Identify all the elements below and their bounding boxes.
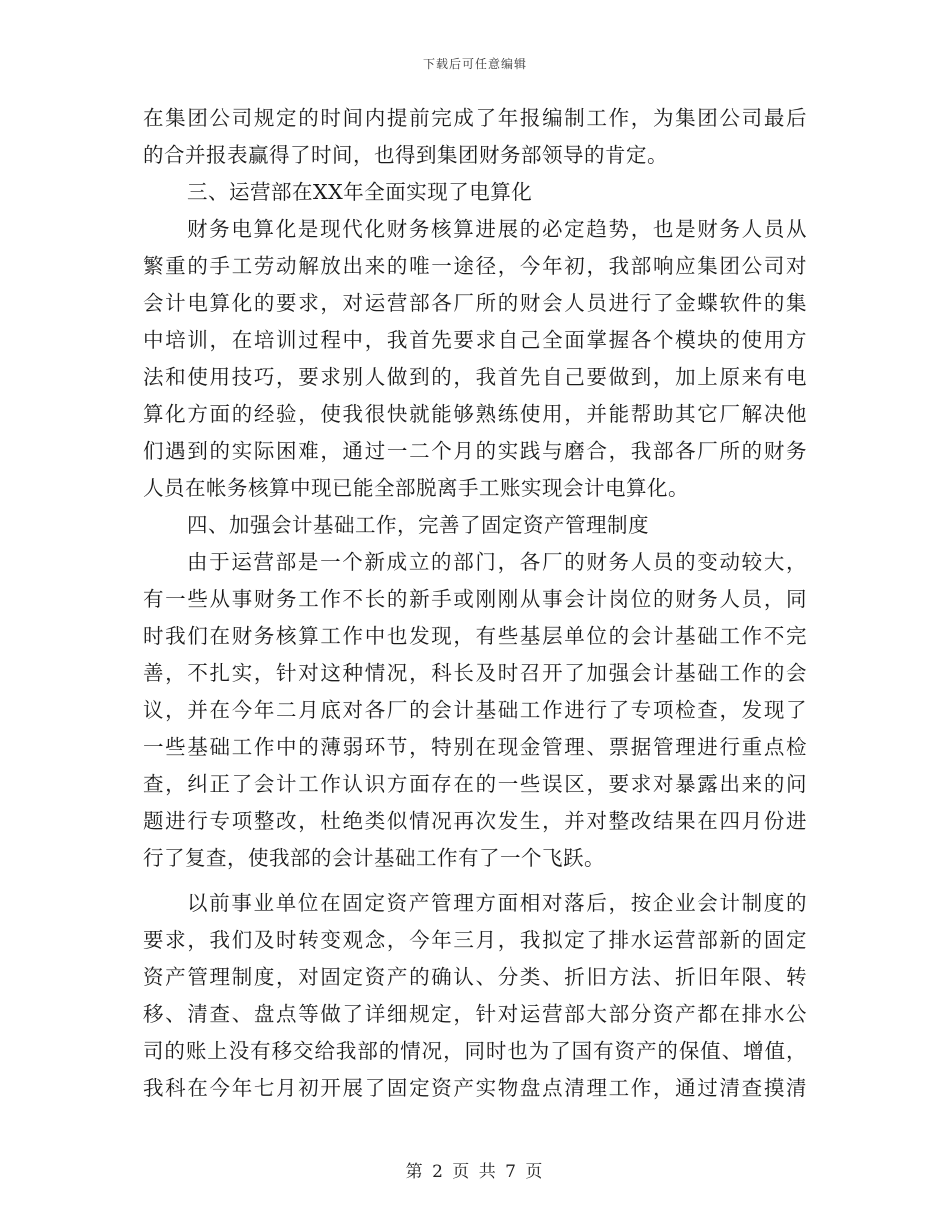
text-line: 善，不扎实，针对这种情况，科长及时召开了加强会计基础工作的会 bbox=[143, 661, 807, 685]
text-line: 三、运营部在XX年全面实现了电算化 bbox=[187, 180, 533, 204]
text-line: 以前事业单位在固定资产管理方面相对落后，按企业会计制度的 bbox=[187, 891, 807, 915]
page-header: 下载后可任意编辑 bbox=[422, 57, 527, 71]
text-line: 资产管理制度，对固定资产的确认、分类、折旧方法、折旧年限、转 bbox=[143, 965, 807, 989]
text-line: 繁重的手工劳动解放出来的唯一途径，今年初，我部响应集团公司对 bbox=[143, 254, 807, 278]
document-body bbox=[143, 100, 807, 1107]
text-line: 行了复查，使我部的会计基础工作有了一个飞跃。 bbox=[143, 846, 605, 870]
text-line: 算化方面的经验，使我很快就能够熟练使用，并能帮助其它厂解决他 bbox=[143, 402, 807, 426]
text-line: 由于运营部是一个新成立的部门，各厂的财务人员的变动较大， bbox=[187, 550, 807, 574]
text-line: 有一些从事财务工作不长的新手或刚刚从事会计岗位的财务人员，同 bbox=[143, 587, 807, 611]
text-line: 时我们在财务核算工作中也发现，有些基层单位的会计基础工作不完 bbox=[143, 624, 807, 648]
text-line: 会计电算化的要求，对运营部各厂所的财会人员进行了金蝶软件的集 bbox=[143, 291, 807, 315]
page-number-footer: 第 2 页 共 7 页 bbox=[405, 1162, 545, 1182]
text-line: 议，并在今年二月底对各厂的会计基础工作进行了专项检查，发现了 bbox=[143, 698, 807, 722]
text-line: 一些基础工作中的薄弱环节，特别在现金管理、票据管理进行重点检 bbox=[143, 735, 807, 759]
text-line: 司的账上没有移交给我部的情况，同时也为了国有资产的保值、增值， bbox=[143, 1039, 807, 1063]
text-line: 在集团公司规定的时间内提前完成了年报编制工作，为集团公司最后 bbox=[143, 106, 807, 130]
text-line: 的合并报表赢得了时间，也得到集团财务部领导的肯定。 bbox=[143, 143, 668, 167]
text-line: 题进行专项整改，杜绝类似情况再次发生，并对整改结果在四月份进 bbox=[143, 809, 807, 833]
text-line: 财务电算化是现代化财务核算进展的必定趋势，也是财务人员从 bbox=[187, 217, 807, 241]
text-line: 要求，我们及时转变观念，今年三月，我拟定了排水运营部新的固定 bbox=[143, 928, 807, 952]
text-line: 们遇到的实际困难，通过一二个月的实践与磨合，我部各厂所的财务 bbox=[143, 439, 807, 463]
text-line: 法和使用技巧，要求别人做到的，我首先自己要做到，加上原来有电 bbox=[143, 365, 807, 389]
text-line: 四、加强会计基础工作，完善了固定资产管理制度 bbox=[187, 513, 649, 537]
text-line: 我科在今年七月初开展了固定资产实物盘点清理工作，通过清查摸清 bbox=[143, 1076, 807, 1100]
text-line: 查，纠正了会计工作认识方面存在的一些误区，要求对暴露出来的问 bbox=[143, 772, 807, 796]
text-line: 移、清查、盘点等做了详细规定，针对运营部大部分资产都在排水公 bbox=[143, 1002, 807, 1026]
text-line: 人员在帐务核算中现已能全部脱离手工账实现会计电算化。 bbox=[143, 476, 689, 500]
text-line: 中培训，在培训过程中，我首先要求自己全面掌握各个模块的使用方 bbox=[143, 328, 807, 352]
